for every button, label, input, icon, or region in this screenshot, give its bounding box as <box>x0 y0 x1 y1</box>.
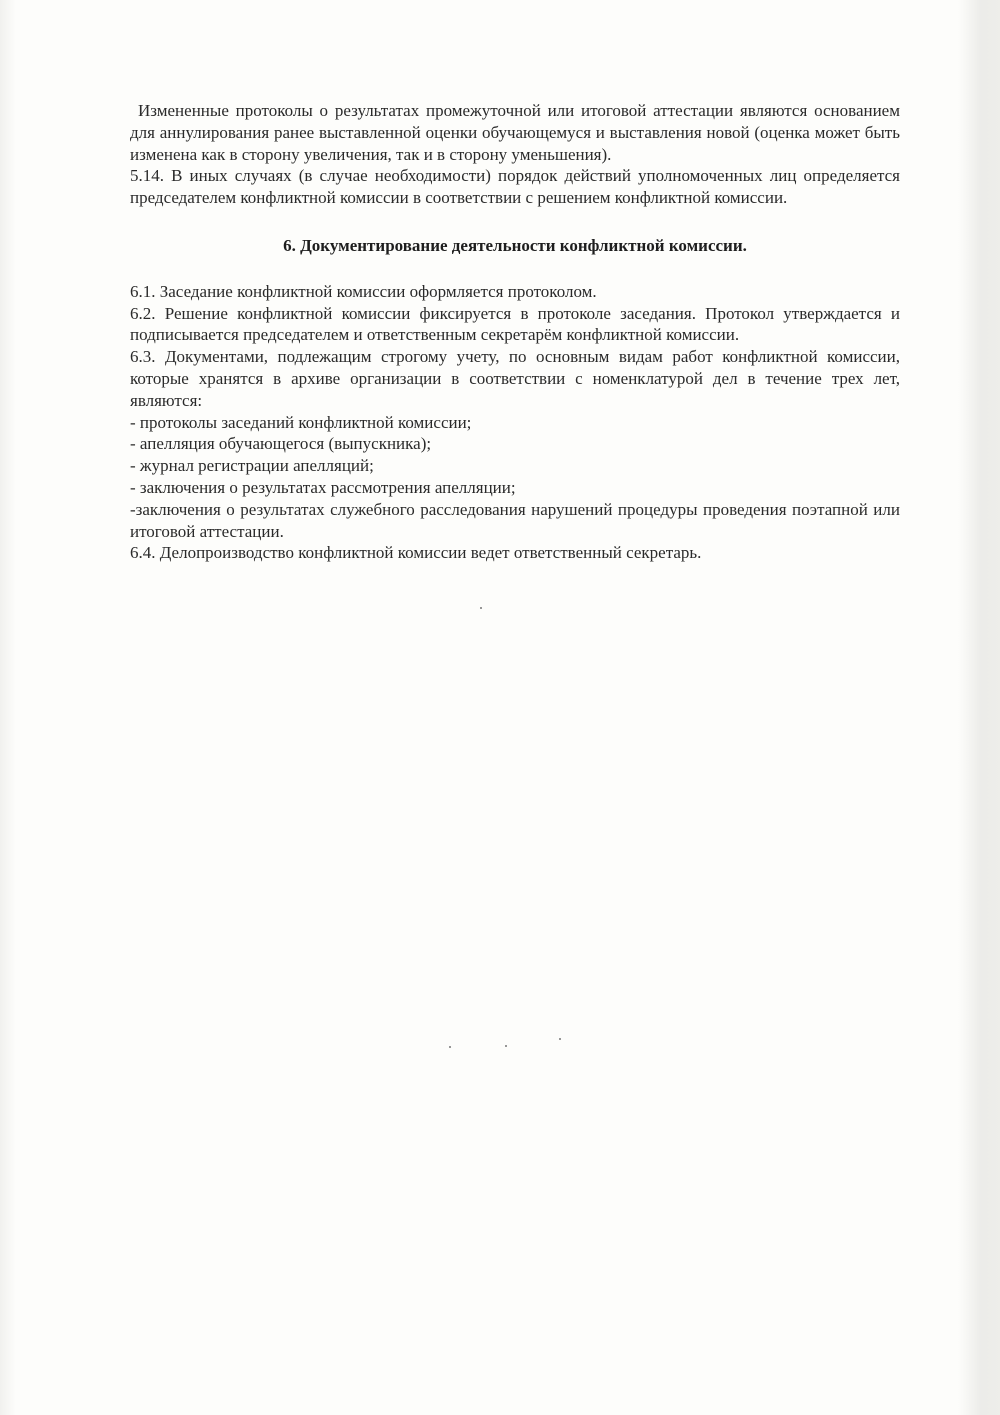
scan-speck <box>505 1045 507 1047</box>
document-body <box>130 100 900 564</box>
section-6-heading: 6. Документирование деятельности конфликтной комиссии. <box>283 235 747 255</box>
scan-left-shade <box>0 0 16 1415</box>
list-item: - апелляция обучающегося (выпускника); <box>130 434 432 454</box>
list-item: - журнал регистрации апелляций; <box>130 456 374 476</box>
list-item: - заключения о результатах рассмотрения апелляции; <box>130 477 516 497</box>
paragraph-6-1: 6.1. Заседание конфликтной комиссии оформляется протоколом. <box>130 281 597 301</box>
paragraph-amended-protocols: Измененные протоколы о результатах промежуточной или итоговой аттестации являются основанием для аннулирования ранее выставленной оценки обучающемуся и выставления новой (оценка может быть изменена как в сторону увеличения, так и в сторону уменьшения). <box>130 101 900 164</box>
paragraph-6-4: 6.4. Делопроизводство конфликтной комиссии ведет ответственный секретарь. <box>130 543 702 563</box>
scan-speck <box>480 607 482 609</box>
scan-right-edge-shadow <box>958 0 1000 1415</box>
paragraph-5-14: 5.14. В иных случаях (в случае необходимости) порядок действий уполномоченных лиц определяется председателем конфликтной комиссии в соответствии с решением конфликтной комиссии. <box>130 166 900 208</box>
scan-speck <box>559 1038 561 1040</box>
paragraph-6-2: 6.2. Решение конфликтной комиссии фиксируется в протоколе заседания. Протокол утверждается и подписывается председателем и ответственным секретарём конфликтной комиссии. <box>130 303 900 345</box>
document-list <box>130 412 900 543</box>
list-item: - протоколы заседаний конфликтной комиссии; <box>130 412 472 432</box>
scan-speck <box>449 1046 451 1048</box>
paragraph-6-3: 6.3. Документами, подлежащим строгому учету, по основным видам работ конфликтной комиссии, которые хранятся в архиве организации в соответствии с номенклатурой дел в течение трех лет, являются: <box>130 347 900 410</box>
list-item: -заключения о результатах служебного расследования нарушений процедуры проведения поэтапной или итоговой аттестации. <box>130 499 900 541</box>
